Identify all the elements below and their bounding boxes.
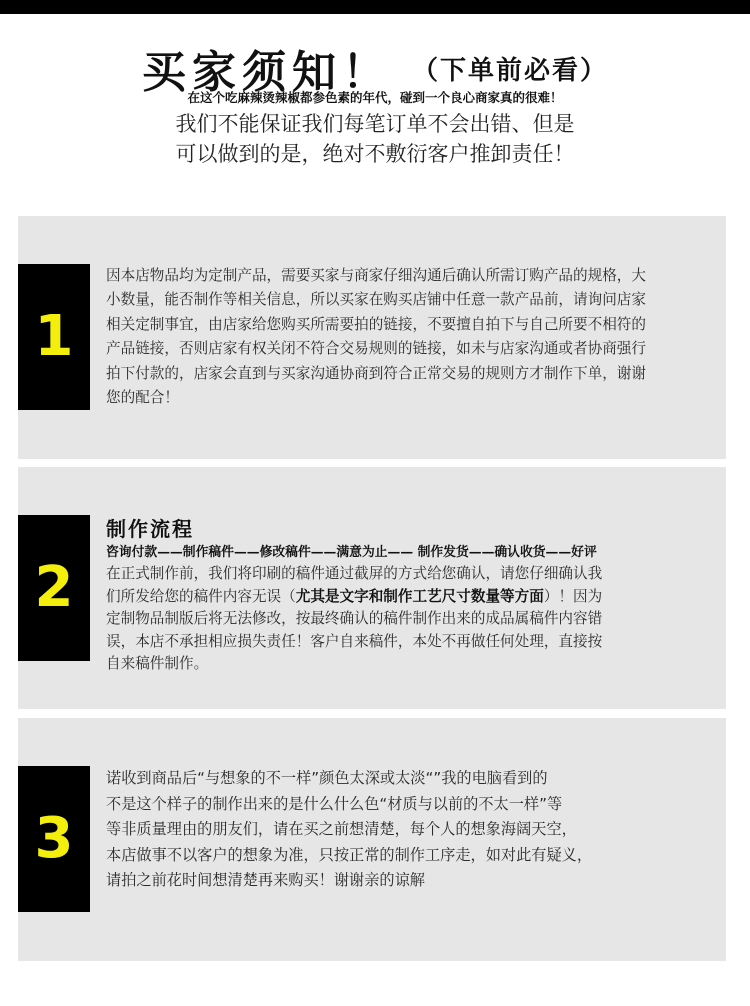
promise-line: 我们不能保证我们每笔订单不会出错、但是 [175,112,575,136]
emphasis-text: 尤其是文字和制作工艺尺寸数量等方面 [295,587,544,605]
body-line: 请拍之前花时间想清楚再来购买！谢谢亲的谅解 [106,871,425,889]
body-line: 相关定制事宜，由店家给您购买所需要拍的链接，不要擅自拍下与自己所要不相符的 [106,315,646,333]
body-line: 因本店物品均为定制产品，需要买家与商家仔细沟通后确认所需订购产品的规格，大 [106,267,646,284]
body-line: 误，本店不承担相应损失责任！客户自来稿件，本处不再做任何处理，直接按 [106,632,603,650]
section-body [106,766,712,894]
body-line: 在正式制作前，我们将印刷的稿件通过截屏的方式给您确认，请您仔细确认我 [106,565,603,582]
body-line: 不是这个样子的制作出来的是什么什么色“材质与以前的不太一样”等 [106,794,563,813]
notice-section-3 [18,718,726,961]
body-line [106,586,712,609]
body-text: ）！因为 [543,587,603,605]
body-line: 拍下付款的，店家会直到与买家沟通协商到符合正常交易的规则方才制作下单，谢谢 [106,364,646,382]
body-line: 诺收到商品后“与想象的不一样”颜色太深或太淡“”我的电脑看到的 [106,769,548,787]
body-text: 们所发给您的稿件内容无误（ [106,587,296,605]
page-title: 买家须知！ [141,47,392,98]
body-line: 您的配合！ [106,389,179,407]
section-number-badge: 1 [18,264,90,410]
section-number-badge: 3 [18,766,90,912]
page-subtitle: （下单前必看） [411,55,608,86]
body-line: 本店做事不以客户的想象为准，只按正常的制作工序走，如对此有疑义， [106,845,592,864]
section-number-badge: 2 [18,515,90,661]
section-body [106,264,712,410]
promise-text [0,109,750,169]
notice-header [0,14,750,210]
notice-section-1 [18,216,726,459]
body-line: 产品链接，否则店家有权关闭不符合交易规则的链接，如未与店家沟通或者协商强行 [106,340,646,358]
process-flow: 咨询付款——制作稿件——修改稿件——满意为止—— 制作发货——确认收货——好评 [106,545,597,560]
promise-line: 可以做到的是，绝对不敷衍客户推卸责任！ [175,142,575,166]
body-line: 定制物品制版后将无法修改，按最终确认的稿件制作出来的成品属稿件内容错 [106,610,603,627]
tagline: 在这个吃麻辣烫辣椒都参色素的年代，碰到一个良心商家真的很难！ [187,90,563,105]
body-line: 等非质量理由的朋友们，请在买之前想清楚，每个人的想象海阔天空， [106,820,577,838]
notice-section-2 [18,467,726,709]
section-body [106,515,712,676]
body-line: 小数量，能否制作等相关信息，所以买家在购买店铺中任意一款产品前，请询问店家 [106,291,646,309]
section-heading: 制作流程 [106,517,194,541]
body-line: 自来稿件制作。 [106,655,209,672]
top-black-bar [0,0,750,14]
